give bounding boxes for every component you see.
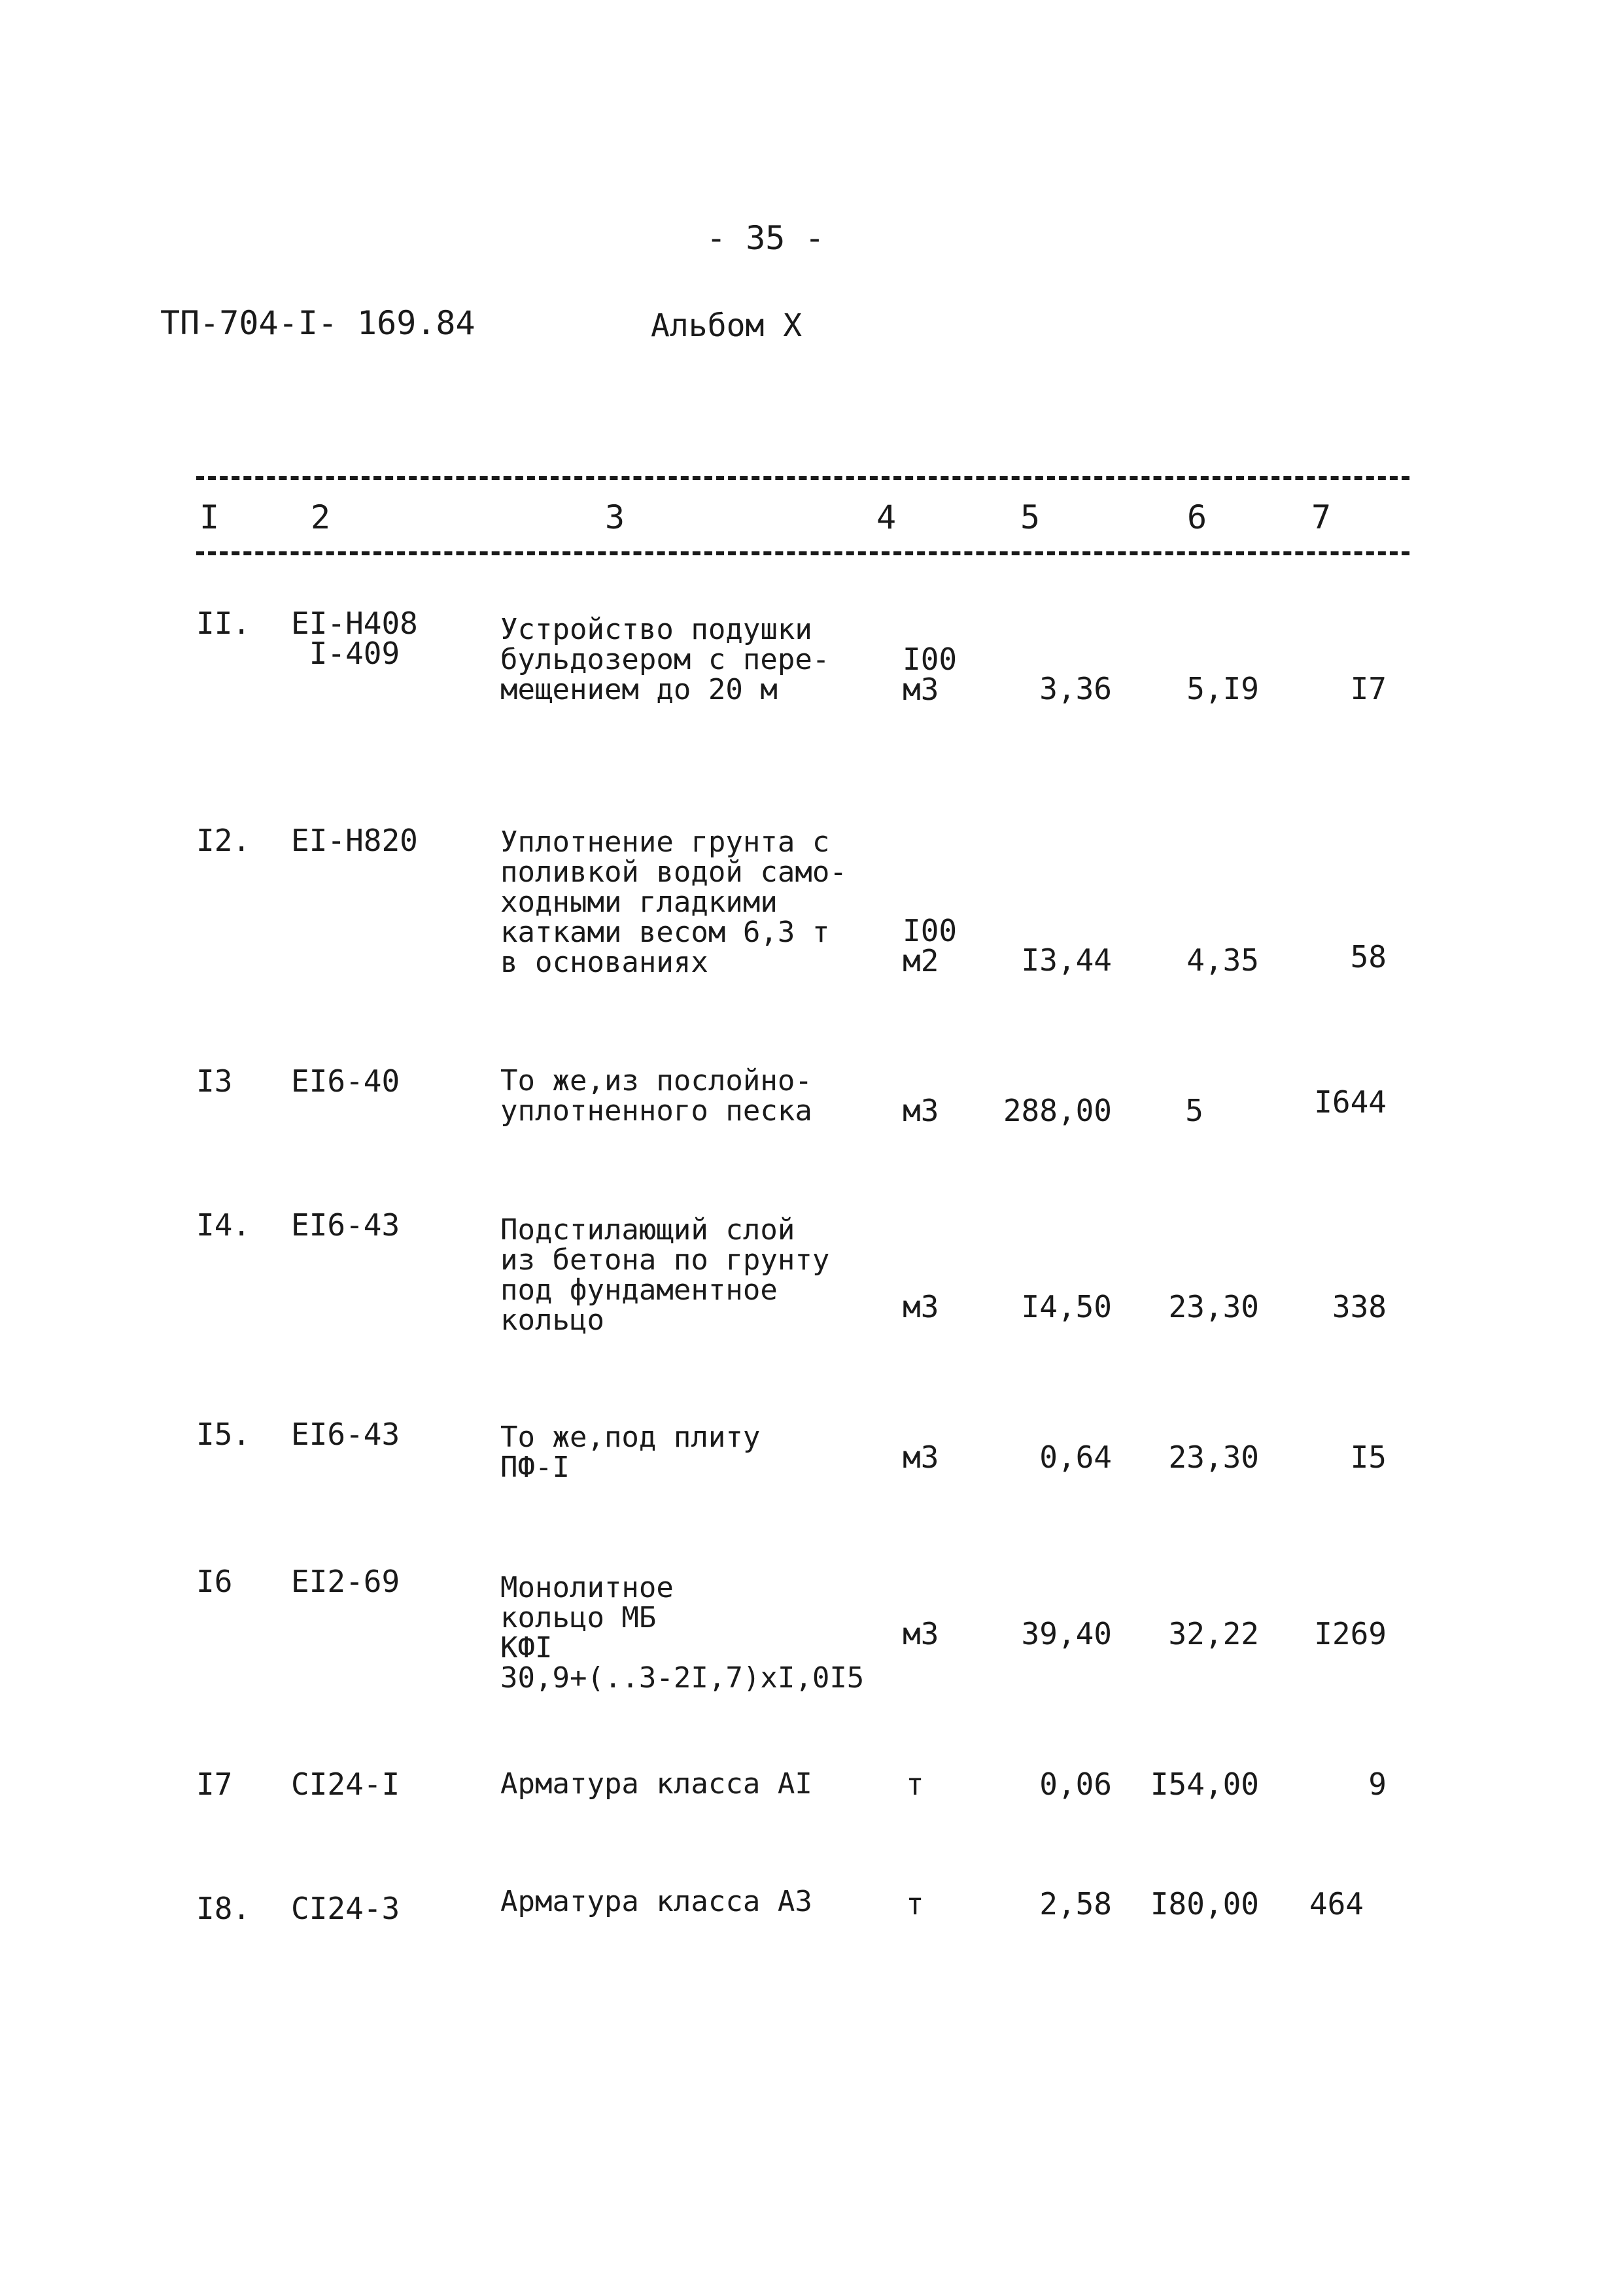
row-number: I2. <box>196 823 251 858</box>
table-rule-top <box>196 476 1409 480</box>
row-code: CI24-I <box>291 1767 400 1802</box>
row-total: 338 <box>1332 1289 1387 1324</box>
row-quantity: 0,64 <box>1039 1440 1112 1475</box>
row-total: I5 <box>1350 1440 1387 1475</box>
column-header-5: 5 <box>1020 498 1041 536</box>
row-number: II. <box>196 606 251 641</box>
row-code: EI6-43 <box>291 1417 400 1452</box>
column-header-7: 7 <box>1311 498 1332 536</box>
row-unit: I00 м3 <box>903 642 958 707</box>
row-price: I80,00 <box>1150 1886 1259 1922</box>
row-description: Арматура класса AI <box>500 1767 812 1801</box>
row-code: EI-H820 <box>291 823 418 858</box>
row-number: I6 <box>196 1564 233 1599</box>
row-code: EI2-69 <box>291 1564 400 1599</box>
page-number: - 35 - <box>706 219 825 257</box>
row-code: CI24-3 <box>291 1891 400 1926</box>
row-total: I269 <box>1314 1616 1387 1651</box>
row-price: 5,I9 <box>1186 671 1259 706</box>
row-quantity: 39,40 <box>1021 1616 1112 1651</box>
column-header-3: 3 <box>605 498 625 536</box>
row-unit: I00 м2 <box>903 913 958 978</box>
row-quantity: I3,44 <box>1021 942 1112 978</box>
row-price: 23,30 <box>1168 1289 1259 1324</box>
row-price: I54,00 <box>1150 1767 1259 1802</box>
row-price: 4,35 <box>1186 942 1259 978</box>
row-number: I7 <box>196 1767 233 1802</box>
row-number: I3 <box>196 1063 233 1099</box>
row-description: То же,под плиту ПФ-I <box>500 1421 761 1484</box>
document-code: ТП-704-I- 169.84 <box>160 304 475 342</box>
row-total: 9 <box>1368 1767 1387 1802</box>
row-total: I7 <box>1350 671 1387 706</box>
album-label: Альбом X <box>651 307 803 344</box>
table-rule-bottom <box>196 551 1409 555</box>
row-number: I5. <box>196 1417 251 1452</box>
row-unit: м3 <box>903 1440 939 1475</box>
row-description: Уплотнение грунта с поливкой водой само- ходными гладкими катками весом 6,3 т в основаниях <box>500 825 847 979</box>
row-total: 58 <box>1350 939 1387 975</box>
row-unit: т <box>906 1767 924 1802</box>
row-number: I8. <box>196 1891 251 1926</box>
row-description: Монолитное кольцо МБ КФI 30,9+(..3-2I,7)xI,0I5 <box>500 1571 865 1695</box>
column-header-6: 6 <box>1187 498 1207 536</box>
column-header-1: I <box>199 498 220 536</box>
column-header-4: 4 <box>876 498 897 536</box>
row-quantity: 288,00 <box>1003 1093 1112 1128</box>
row-quantity: 0,06 <box>1039 1767 1112 1802</box>
row-price: 5 <box>1185 1093 1203 1128</box>
row-total: 464 <box>1309 1886 1364 1922</box>
row-unit: м3 <box>903 1093 939 1128</box>
row-unit: т <box>906 1886 924 1922</box>
row-quantity: 3,36 <box>1039 671 1112 706</box>
row-description: То же,из послойно- уплотненного песка <box>500 1064 812 1128</box>
row-number: I4. <box>196 1207 251 1243</box>
row-code: EI-H408 I-409 <box>291 606 418 671</box>
row-quantity: 2,58 <box>1039 1886 1112 1922</box>
row-code: EI6-43 <box>291 1207 400 1243</box>
row-description: Устройство подушки бульдозером с пере- мещением до 20 м <box>500 613 830 706</box>
row-description: Арматура класса A3 <box>500 1885 812 1918</box>
row-price: 32,22 <box>1168 1616 1259 1651</box>
row-quantity: I4,50 <box>1021 1289 1112 1324</box>
row-total: I644 <box>1314 1084 1387 1120</box>
row-code: EI6-40 <box>291 1063 400 1099</box>
row-description: Подстилающий слой из бетона по грунту под фундаментное кольцо <box>500 1213 830 1337</box>
row-unit: м3 <box>903 1289 939 1324</box>
row-price: 23,30 <box>1168 1440 1259 1475</box>
column-header-2: 2 <box>311 498 331 536</box>
row-unit: м3 <box>903 1616 939 1651</box>
